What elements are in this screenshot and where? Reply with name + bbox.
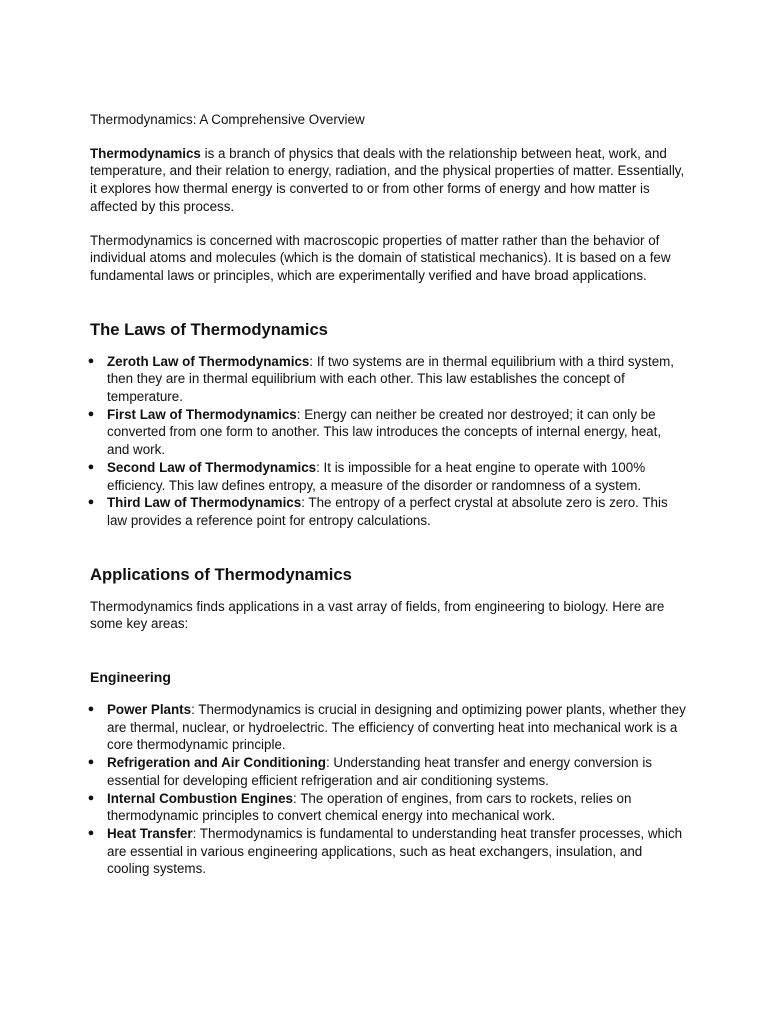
- list-item-text: : The entropy of a perfect crystal at absolute zero is zero. This law provides a reference point for entropy calculations.: [107, 495, 668, 528]
- laws-list: [87, 353, 686, 530]
- bullet-icon: ●: [87, 354, 95, 367]
- scope-paragraph: Thermodynamics is concerned with macroscopic properties of matter rather than the behavior of individual atoms and molecules (which is the domain of statistical mechanics). It is based on a few fundamental laws or principles, which are experimentally verified and have broad applications.: [90, 232, 671, 283]
- list-item-heat-transfer: [87, 825, 686, 878]
- bullet-icon: ●: [87, 460, 95, 473]
- list-item-term: Refrigeration and Air Conditioning: [107, 755, 326, 771]
- bullet-icon: ●: [87, 826, 95, 839]
- intro-paragraph: [90, 145, 686, 216]
- list-item-second-law: [87, 459, 686, 494]
- list-item-term: First Law of Thermodynamics: [107, 406, 297, 422]
- list-item-term: Heat Transfer: [107, 825, 193, 841]
- list-item-text: : The operation of engines, from cars to rockets, relies on thermodynamic principles to convert chemical energy into mechanical work.: [107, 790, 632, 824]
- document-page: [87, 111, 686, 878]
- intro-text: is a branch of physics that deals with the relationship between heat, work, and temperature, and their relation to energy, radiation, and the physical properties of matter. Essentially, it explores how thermal energy is converted to or from other forms of energy and how matter is affected by this process.: [90, 145, 685, 214]
- intro-bold-term: Thermodynamics: [90, 145, 201, 161]
- list-item-term: Power Plants: [107, 702, 192, 718]
- bullet-icon: ●: [87, 407, 95, 420]
- list-item-term: Second Law of Thermodynamics: [107, 459, 317, 475]
- list-item-refrigeration: [87, 754, 686, 789]
- list-item-zeroth-law: [87, 353, 686, 406]
- list-item-text: : It is impossible for a heat engine to operate with 100% efficiency. This law defines entropy, a measure of the disorder or randomness of a system.: [107, 459, 646, 493]
- engineering-heading: Engineering: [90, 669, 171, 686]
- list-item-term: Internal Combustion Engines: [107, 790, 293, 806]
- bullet-icon: ●: [87, 496, 95, 509]
- list-item-text: : If two systems are in thermal equilibrium with a third system, then they are in thermal equilibrium with each other. This law establishes the concept of temperature.: [107, 353, 675, 405]
- bullet-icon: ●: [87, 756, 95, 769]
- engineering-list: [87, 701, 686, 878]
- list-item-power-plants: [87, 701, 686, 754]
- list-item-combustion-engines: [87, 790, 686, 825]
- applications-intro: Thermodynamics finds applications in a vast array of fields, from engineering to biology. Here are some key areas:: [90, 598, 665, 632]
- list-item-third-law: [87, 494, 686, 529]
- list-item-text: : Understanding heat transfer and energy conversion is essential for developing efficient refrigeration and air conditioning systems.: [107, 755, 652, 788]
- document-title: Thermodynamics: A Comprehensive Overview: [90, 112, 365, 127]
- list-item-text: : Energy can neither be created nor destroyed; it can only be converted from one form to another. This law introduces the concepts of internal energy, heat, and work.: [107, 406, 662, 458]
- list-item-text: : Thermodynamics is crucial in designing and optimizing power plants, whether they are thermal, nuclear, or hydroelectric. The efficiency of converting heat into mechanical work is a core thermodynamic principle.: [107, 702, 686, 753]
- laws-heading: The Laws of Thermodynamics: [90, 319, 328, 339]
- list-item-text: : Thermodynamics is fundamental to understanding heat transfer processes, which are essential in various engineering applications, such as heat exchangers, insulation, and cooling systems.: [107, 825, 683, 877]
- bullet-icon: ●: [87, 703, 95, 716]
- applications-heading: Applications of Thermodynamics: [90, 564, 352, 584]
- bullet-icon: ●: [87, 791, 95, 804]
- list-item-first-law: [87, 406, 686, 459]
- list-item-term: Third Law of Thermodynamics: [107, 495, 302, 511]
- list-item-term: Zeroth Law of Thermodynamics: [107, 353, 310, 369]
